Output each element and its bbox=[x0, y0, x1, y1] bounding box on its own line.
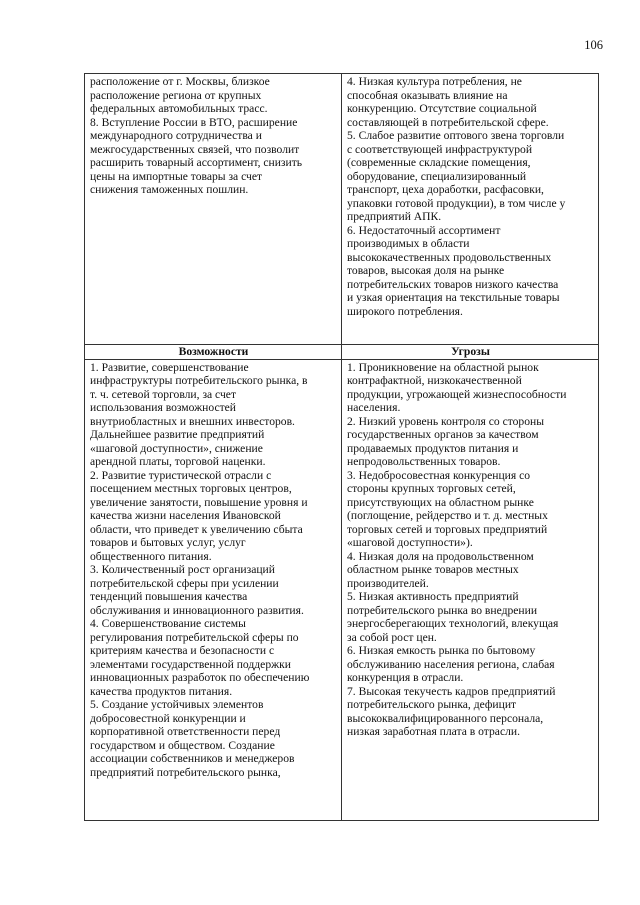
text-line: 4. Низкая культура потребления, не bbox=[347, 75, 522, 88]
text-line: корпоративной ответственности перед bbox=[90, 725, 281, 738]
swot-table bbox=[84, 73, 599, 821]
text-line: (современные складские помещения, bbox=[347, 156, 531, 169]
text-line: 7. Высокая текучесть кадров предприятий bbox=[347, 684, 556, 698]
text-line: «шаговой доступности», снижение bbox=[90, 441, 263, 455]
threats-header: Угрозы bbox=[342, 345, 599, 360]
text-line: добросовестной конкуренции и bbox=[90, 711, 246, 725]
text-line: расположение региона от крупных bbox=[90, 88, 262, 102]
text-line: транспорт, цеха доработки, расфасовки, bbox=[347, 183, 544, 196]
text-line: оборудование, специализированный bbox=[347, 169, 527, 183]
text-line: 1. Развитие, совершенствование bbox=[90, 360, 249, 374]
text-line: регулирования потребительской сферы по bbox=[90, 630, 299, 644]
text-line: инновационных разработок по обеспечению bbox=[90, 671, 310, 684]
text-line: присутствующих на областном рынке bbox=[347, 495, 534, 509]
text-line: населения. bbox=[347, 401, 401, 414]
text-line: критериям качества и безопасности с bbox=[90, 644, 275, 657]
text-line: 5. Создание устойчивых элементов bbox=[90, 698, 264, 711]
strengths-continued-cell bbox=[85, 74, 342, 345]
text-line: 8. Вступление России в ВТО, расширение bbox=[90, 115, 298, 129]
text-line: предприятий АПК. bbox=[347, 210, 442, 223]
text-line: 3. Недобросовестная конкуренция со bbox=[347, 468, 531, 482]
text-line: области, что приведет к увеличению сбыта bbox=[90, 522, 303, 536]
text-line: продукции, угрожающей жизнеспособности bbox=[347, 387, 567, 401]
text-line: 4. Низкая доля на продовольственном bbox=[347, 549, 534, 563]
text-line: 6. Низкая емкость рынка по бытовому bbox=[347, 644, 536, 657]
text-line: конкуренция в отрасли. bbox=[347, 671, 464, 684]
text-line: посещением местных торговых центров, bbox=[90, 482, 292, 495]
text-line: 6. Недостаточный ассортимент bbox=[347, 223, 501, 237]
text-line: составляющей в потребительской сфере. bbox=[347, 115, 549, 129]
text-line: элементами государственной поддержки bbox=[90, 657, 291, 671]
text-line: расположение от г. Москвы, близкое bbox=[90, 75, 270, 88]
text-line: международного сотрудничества и bbox=[90, 129, 262, 142]
text-line: расширить товарный ассортимент, снизить bbox=[90, 156, 303, 169]
text-line: торговых сетей и торговых предприятий bbox=[347, 522, 548, 536]
text-line: т. ч. сетевой торговли, за счет bbox=[90, 387, 237, 401]
weaknesses-text bbox=[347, 75, 594, 318]
strengths-weaknesses-row bbox=[85, 74, 599, 345]
opportunities-threats-row bbox=[85, 359, 599, 821]
text-line: производимых в области bbox=[347, 237, 470, 250]
text-line: энергосберегающих технологий, влекущая bbox=[347, 617, 559, 630]
text-line: Дальнейшее развитие предприятий bbox=[90, 428, 265, 441]
text-line: увеличение занятости, повышение уровня и bbox=[90, 495, 308, 509]
text-line: использования возможностей bbox=[90, 401, 237, 414]
text-line: товаров, высокая доля на рынке bbox=[347, 264, 505, 277]
text-line: потребительского рынка во внедрении bbox=[347, 603, 538, 617]
page-number: 106 bbox=[584, 38, 603, 52]
text-line: (поглощение, рейдерство и т. д. местных bbox=[347, 509, 548, 522]
text-line: за собой рост цен. bbox=[347, 630, 437, 644]
text-line: федеральных автомобильных трасс. bbox=[90, 102, 268, 115]
text-line: государственных органов за качеством bbox=[347, 428, 539, 441]
text-line: инфраструктуры потребительского рынка, в bbox=[90, 374, 308, 387]
opportunities-header: Возможности bbox=[85, 345, 342, 360]
text-line: товаров и бытовых услуг, услуг bbox=[90, 536, 246, 549]
text-line: широкого потребления. bbox=[347, 304, 463, 318]
text-line: потребительской сферы при усилении bbox=[90, 576, 279, 590]
text-line: ассоциации собственников и менеджеров bbox=[90, 752, 295, 765]
text-line: с соответствующей инфраструктурой bbox=[347, 142, 533, 156]
text-line: высококачественных продовольственных bbox=[347, 250, 552, 264]
text-line: тенденций повышения качества bbox=[90, 590, 248, 603]
text-line: арендной платы, торговой наценки. bbox=[90, 455, 266, 468]
text-line: обслуживанию населения региона, слабая bbox=[347, 657, 555, 671]
text-line: продаваемых продуктов питания и bbox=[347, 441, 519, 455]
text-line: потребительских товаров низкого качества bbox=[347, 277, 559, 291]
opportunities-text bbox=[90, 361, 337, 780]
strengths-text bbox=[90, 75, 337, 197]
text-line: общественного питания. bbox=[90, 549, 212, 563]
text-line: 2. Низкий уровень контроля со стороны bbox=[347, 414, 545, 428]
text-line: государством и обществом. Создание bbox=[90, 738, 275, 752]
text-line: 2. Развитие туристической отрасли с bbox=[90, 468, 272, 482]
text-line: 3. Количественный рост организаций bbox=[90, 563, 275, 576]
text-line: 4. Совершенствование системы bbox=[90, 617, 246, 630]
text-line: цены на импортные товары за счет bbox=[90, 169, 263, 183]
text-line: «шаговой доступности»). bbox=[347, 536, 473, 549]
text-line: обслуживания и инновационного развития. bbox=[90, 603, 304, 617]
weaknesses-continued-cell bbox=[342, 74, 599, 345]
text-line: областном рынке товаров местных bbox=[347, 563, 519, 576]
text-line: контрафактной, низкокачественной bbox=[347, 374, 522, 387]
text-line: стороны крупных торговых сетей, bbox=[347, 482, 516, 495]
threats-cell bbox=[342, 359, 599, 821]
text-line: потребительского рынка, дефицит bbox=[347, 698, 517, 711]
text-line: и узкая ориентация на текстильные товары bbox=[347, 291, 560, 304]
text-line: предприятий потребительского рынка, bbox=[90, 765, 281, 779]
threats-text bbox=[347, 361, 594, 739]
text-line: производителей. bbox=[347, 576, 429, 590]
text-line: 5. Слабое развитие оптового звена торговли bbox=[347, 129, 565, 142]
text-line: способная оказывать влияние на bbox=[347, 88, 508, 102]
text-line: низкая заработная плата в отрасли. bbox=[347, 725, 520, 738]
header-row bbox=[85, 345, 599, 360]
text-line: внутриобластных и внешних инвесторов. bbox=[90, 414, 295, 428]
opportunities-cell bbox=[85, 359, 342, 821]
text-line: качества жизни населения Ивановской bbox=[90, 509, 281, 522]
text-line: снижения таможенных пошлин. bbox=[90, 183, 249, 196]
text-line: качества продуктов питания. bbox=[90, 684, 233, 698]
text-line: межгосударственных связей, что позволит bbox=[90, 142, 300, 156]
text-line: 5. Низкая активность предприятий bbox=[347, 590, 519, 603]
text-line: 1. Проникновение на областной рынок bbox=[347, 360, 539, 374]
text-line: высококвалифицированного персонала, bbox=[347, 711, 544, 725]
text-line: конкуренцию. Отсутствие социальной bbox=[347, 102, 537, 115]
text-line: непродовольственных товаров. bbox=[347, 455, 501, 468]
text-line: упаковки готовой продукции), в том числе у bbox=[347, 196, 566, 210]
